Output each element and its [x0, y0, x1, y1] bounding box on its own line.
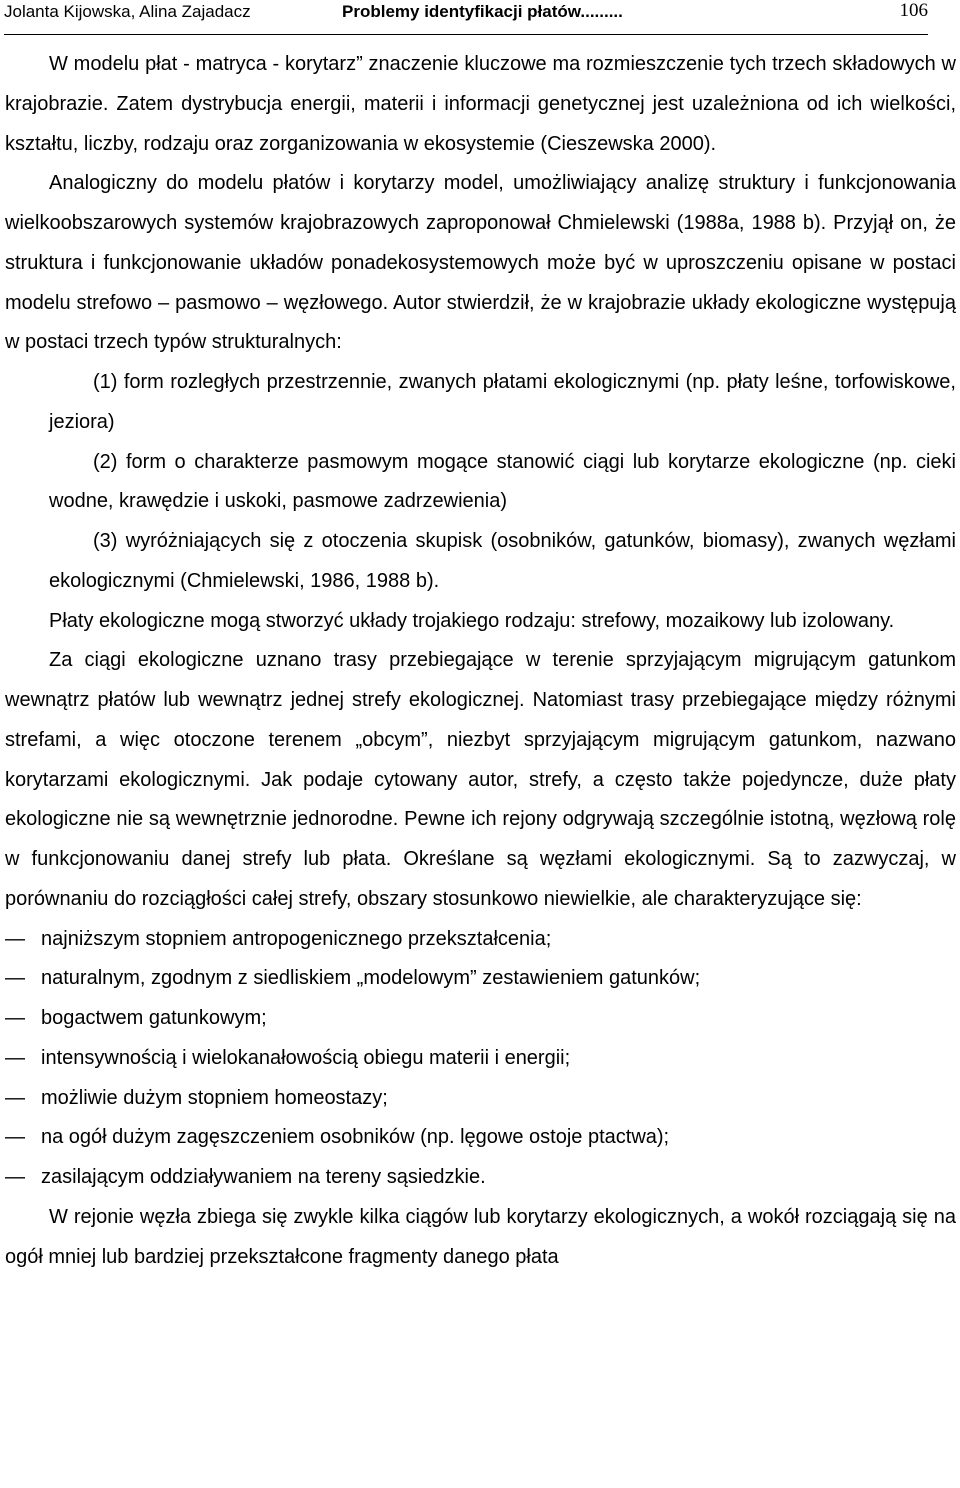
header-rule	[4, 34, 928, 35]
paragraph: Płaty ekologiczne mogą stworzyć układy trojakiego rodzaju: strefowy, mozaikowy lub izolowany.	[49, 609, 895, 632]
paragraph: W rejonie węzła zbiega się zwykle kilka ciągów lub korytarzy ekologicznych, a wokół rozciągają się na ogół mniej lub bardziej przekształcone fragmenty danego płata	[5, 1205, 956, 1268]
structural-type-item: (2) form o charakterze pasmowym mogące stanowić ciągi lub korytarze ekologiczne (np. cieki wodne, krawędzie i uskoki, pasmowe zadrzewienia)	[49, 450, 956, 513]
page-header	[4, 0, 928, 34]
list-item-text: najniższym stopniem antropogenicznego przekształcenia;	[41, 927, 552, 950]
dash-bullet: —	[5, 967, 25, 990]
list-item-text: zasilającym oddziaływaniem na tereny sąsiedzkie.	[41, 1166, 486, 1188]
dash-bullet: —	[5, 927, 25, 950]
dash-bullet: —	[5, 1166, 25, 1188]
header-authors: Jolanta Kijowska, Alina Zajadacz	[4, 2, 251, 21]
list-item	[5, 1039, 956, 1079]
document-body	[5, 45, 956, 1277]
list-item	[5, 999, 956, 1039]
dash-bullet: —	[5, 1086, 25, 1109]
list-item-text: możliwie dużym stopniem homeostazy;	[41, 1086, 388, 1109]
list-item-text: na ogół dużym zagęszczeniem osobników (np. lęgowe ostoje ptactwa);	[41, 1126, 670, 1149]
list-item	[5, 959, 956, 999]
header-title: Problemy identyfikacji płatów.........	[342, 2, 623, 21]
structural-type-item: (3) wyróżniających się z otoczenia skupisk (osobników, gatunków, biomasy), zwanych węzłami ekologicznymi (Chmielewski, 1986, 1988 b).	[49, 530, 956, 592]
paragraph: Za ciągi ekologiczne uznano trasy przebiegające w terenie sprzyjającym migrującym gatunkom wewnątrz płatów lub wewnątrz jednej strefy ekologicznej. Natomiast trasy przebiegające między różnymi strefami, a więc otoczone terenem „obcym”, niezbyt sprzyjającym migrującym gatunkom, nazwano korytarzami ekologicznymi. Jak podaje cytowany autor, strefy, a często także pojedyncze, duże płaty ekologiczne nie są wewnętrznie jednorodne. Pewne ich rejony odgrywają szczególnie istotną, węzłową rolę w funkcjonowaniu danej strefy lub płata. Określane są węzłami ekologicznymi. Są to zazwyczaj, w porównaniu do rozciągłości całej strefy, obszary stosunkowo niewielkie, ale charakteryzujące się:	[5, 649, 956, 910]
list-item	[5, 1118, 956, 1158]
feature-list	[5, 920, 956, 1198]
dash-bullet: —	[5, 1007, 25, 1029]
list-item	[5, 1158, 956, 1198]
dash-bullet: —	[5, 1126, 25, 1149]
list-item-text: intensywnością i wielokanałowością obiegu materii i energii;	[41, 1046, 571, 1069]
page-number: 106	[899, 0, 928, 21]
list-item	[5, 920, 956, 960]
paragraph: W modelu płat - matryca - korytarz” znaczenie kluczowe ma rozmieszczenie tych trzech składowych w krajobrazie. Zatem dystrybucja energii, materii i informacji genetycznej jest uzależniona od ich wielkości, kształtu, liczby, rodzaju oraz zorganizowania w ekosystemie (Cieszewska 2000).	[5, 53, 956, 155]
list-item	[5, 1079, 956, 1119]
list-item-text: naturalnym, zgodnym z siedliskiem „modelowym” zestawieniem gatunków;	[41, 967, 701, 990]
paragraph: Analogiczny do modelu płatów i korytarzy model, umożliwiający analizę struktury i funkcjonowania wielkoobszarowych systemów krajobrazowych zaproponował Chmielewski (1988a, 1988 b). Przyjął on, że struktura i funkcjonowanie układów ponadekosystemowych może być w uproszczeniu opisane w postaci modelu strefowo – pasmowo – węzłowego. Autor stwierdził, że w krajobrazie układy ekologiczne występują w postaci trzech typów strukturalnych:	[5, 172, 956, 354]
structural-type-item: (1) form rozległych przestrzennie, zwanych płatami ekologicznymi (np. płaty leśne, torfowiskowe, jeziora)	[49, 371, 956, 433]
list-item-text: bogactwem gatunkowym;	[41, 1007, 267, 1029]
dash-bullet: —	[5, 1046, 25, 1069]
